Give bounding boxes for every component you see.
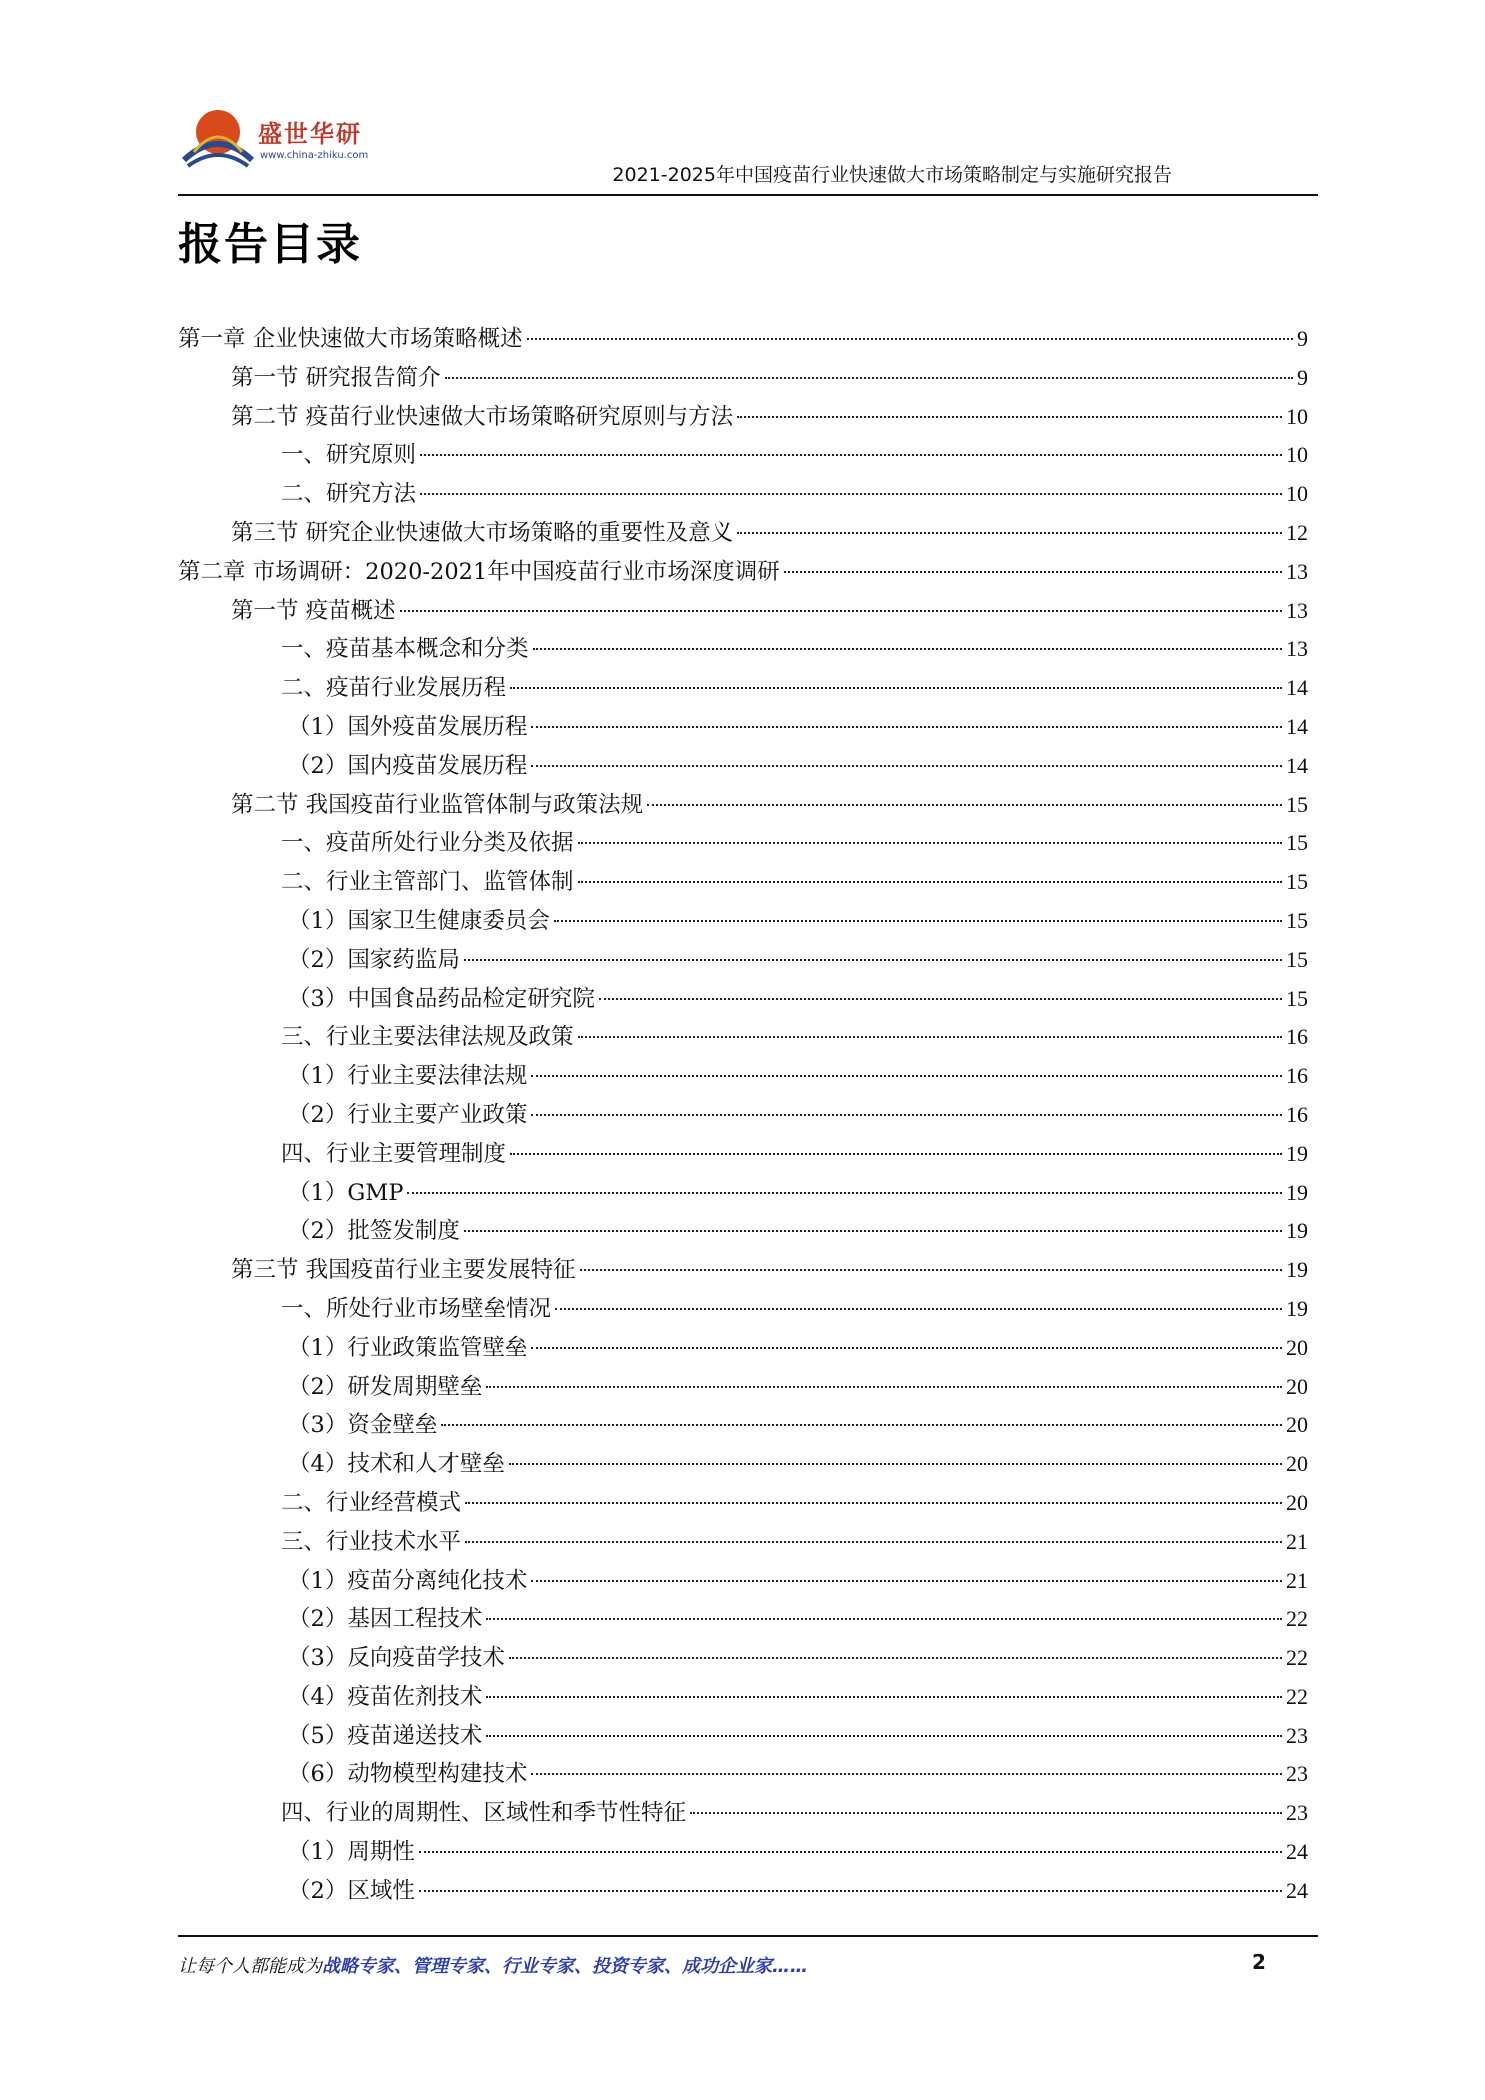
toc-entry-title: 第二节 疫苗行业快速做大市场策略研究原则与方法 [231, 403, 734, 430]
toc-entry-page: 19 [1286, 1295, 1308, 1321]
toc-leader-dots [580, 1269, 1282, 1271]
toc-entry-page: 9 [1297, 326, 1308, 351]
toc-entry-page: 15 [1286, 985, 1308, 1011]
toc-entry-title: 第一节 研究报告简介 [231, 364, 441, 391]
toc-entry[interactable] [178, 1445, 1308, 1484]
toc-entry[interactable] [178, 359, 1308, 398]
toc-leader-dots [578, 842, 1282, 844]
toc-entry-title: （2）国家药监局 [288, 946, 460, 973]
toc-leader-dots [441, 1424, 1282, 1426]
toc-entry-page: 21 [1286, 1528, 1308, 1554]
toc-entry-title: （1）行业主要法律法规 [288, 1063, 528, 1090]
toc-leader-dots [531, 1075, 1282, 1077]
toc-entry-page: 13 [1286, 558, 1308, 584]
toc-entry-page: 23 [1286, 1761, 1308, 1787]
toc-entry-page: 14 [1286, 752, 1308, 778]
toc-entry[interactable] [178, 1406, 1308, 1445]
toc-entry[interactable] [178, 475, 1308, 514]
toc-entry-title: （2）批签发制度 [288, 1218, 460, 1245]
toc-entry-title: 三、行业技术水平 [281, 1528, 462, 1555]
toc-entry[interactable] [178, 1290, 1308, 1329]
toc-leader-dots [486, 1735, 1282, 1737]
toc-leader-dots [555, 1308, 1282, 1310]
toc-leader-dots [464, 1230, 1282, 1232]
toc-entry-page: 10 [1286, 442, 1308, 468]
toc-entry[interactable] [178, 1018, 1308, 1057]
toc-entry-page: 14 [1286, 713, 1308, 739]
toc-entry[interactable] [178, 1523, 1308, 1562]
toc-entry-title: （3）反向疫苗学技术 [288, 1645, 505, 1672]
toc-leader-dots [578, 881, 1282, 883]
footer-slogan-emphasis: 战略专家、管理专家、行业专家、投资专家、成功企业家…… [322, 1956, 808, 1977]
toc-leader-dots [531, 765, 1282, 767]
toc-leader-dots [419, 1851, 1282, 1853]
footer-slogan-prefix: 让每个人都能成为 [178, 1956, 322, 1977]
toc-entry-title: 一、研究原则 [281, 442, 417, 469]
toc-leader-dots [578, 1036, 1282, 1038]
toc-entry-title: （1）疫苗分离纯化技术 [288, 1567, 528, 1594]
footer-divider [178, 1935, 1318, 1937]
toc-leader-dots [445, 377, 1293, 379]
toc-leader-dots [419, 1890, 1282, 1892]
toc-entry[interactable] [178, 1096, 1308, 1135]
toc-leader-dots [531, 1347, 1282, 1349]
toc-entry[interactable] [178, 553, 1308, 592]
toc-leader-dots [510, 1153, 1282, 1155]
toc-leader-dots [509, 1463, 1282, 1465]
toc-entry-title: （4）技术和人才壁垒 [288, 1451, 505, 1478]
toc-entry[interactable] [178, 1794, 1308, 1833]
toc-leader-dots [486, 1618, 1282, 1620]
toc-leader-dots [510, 687, 1282, 689]
toc-entry-page: 15 [1286, 791, 1308, 817]
toc-entry[interactable] [178, 1833, 1308, 1872]
toc-entry-page: 19 [1286, 1218, 1308, 1244]
toc-entry-page: 22 [1286, 1606, 1308, 1632]
toc-entry[interactable] [178, 1678, 1308, 1717]
toc-entry-title: （5）疫苗递送技术 [288, 1722, 483, 1749]
toc-entry-page: 20 [1286, 1489, 1308, 1515]
toc-entry[interactable] [178, 1174, 1308, 1213]
toc-entry-title: 一、疫苗基本概念和分类 [281, 636, 529, 663]
toc-entry-page: 15 [1286, 830, 1308, 856]
toc-entry-title: 第二章 市场调研：2020-2021年中国疫苗行业市场深度调研 [178, 558, 780, 585]
toc-entry[interactable] [178, 708, 1308, 747]
toc-leader-dots [533, 648, 1282, 650]
toc-entry[interactable] [178, 592, 1308, 631]
toc-entry-page: 15 [1286, 869, 1308, 895]
toc-entry-page: 9 [1297, 364, 1308, 390]
toc-leader-dots [420, 454, 1282, 456]
toc-entry[interactable] [178, 980, 1308, 1019]
toc-entry-page: 16 [1286, 1063, 1308, 1089]
toc-entry[interactable] [178, 1562, 1308, 1601]
toc-entry-page: 24 [1286, 1839, 1308, 1865]
toc-entry-page: 10 [1286, 481, 1308, 507]
logo-emblem-icon [178, 100, 258, 180]
toc-entry[interactable] [178, 1135, 1308, 1174]
toc-entry-title: （1）周期性 [288, 1839, 415, 1866]
toc-entry-page: 22 [1286, 1683, 1308, 1709]
toc-entry[interactable] [178, 1872, 1308, 1911]
toc-entry-page: 12 [1286, 519, 1308, 545]
toc-entry[interactable] [178, 320, 1308, 359]
toc-leader-dots [407, 1192, 1282, 1194]
toc-entry-title: （1）国家卫生健康委员会 [288, 907, 550, 934]
footer-slogan [178, 1952, 808, 1978]
toc-entry-page: 10 [1286, 403, 1308, 429]
toc-entry-page: 21 [1286, 1567, 1308, 1593]
toc-entry-title: （3）中国食品药品检定研究院 [288, 985, 595, 1012]
toc-entry-title: （2）研发周期壁垒 [288, 1373, 483, 1400]
toc-entry[interactable] [178, 824, 1308, 863]
toc-entry-page: 19 [1286, 1257, 1308, 1283]
toc-entry-title: （2）基因工程技术 [288, 1606, 483, 1633]
toc-entry-page: 16 [1286, 1024, 1308, 1050]
toc-entry[interactable] [178, 1212, 1308, 1251]
toc-entry-page: 14 [1286, 675, 1308, 701]
toc-entry-title: 二、行业主管部门、监管体制 [281, 869, 574, 896]
toc-entry-title: 四、行业的周期性、区域性和季节性特征 [281, 1800, 687, 1827]
toc-entry-title: 第二节 我国疫苗行业监管体制与政策法规 [231, 791, 644, 818]
toc-entry[interactable] [178, 669, 1308, 708]
toc-entry-title: （2）区域性 [288, 1877, 415, 1904]
toc-entry[interactable] [178, 630, 1308, 669]
toc-entry-page: 13 [1286, 597, 1308, 623]
toc-entry-title: 一、疫苗所处行业分类及依据 [281, 830, 574, 857]
toc-leader-dots [690, 1812, 1282, 1814]
logo-url: www.china-zhiku.com [260, 150, 369, 161]
toc-entry-title: （1）国外疫苗发展历程 [288, 713, 528, 740]
toc-entry[interactable] [178, 1755, 1308, 1794]
toc-entry-title: 二、行业经营模式 [281, 1489, 462, 1516]
toc-entry[interactable] [178, 436, 1308, 475]
toc-leader-dots [486, 1696, 1282, 1698]
toc-leader-dots [647, 804, 1282, 806]
toc-entry[interactable] [178, 1251, 1308, 1290]
toc-entry-page: 19 [1286, 1179, 1308, 1205]
toc-entry[interactable] [178, 1717, 1308, 1756]
toc-entry-page: 20 [1286, 1373, 1308, 1399]
toc-entry-title: 第一章 企业快速做大市场策略概述 [178, 326, 523, 352]
toc-entry[interactable] [178, 902, 1308, 941]
toc-leader-dots [464, 959, 1282, 961]
toc-entry[interactable] [178, 1368, 1308, 1407]
toc-entry-title: 三、行业主要法律法规及政策 [281, 1024, 574, 1051]
toc-entry-title: （1）行业政策监管壁垒 [288, 1334, 528, 1361]
toc-entry-title: 第一节 疫苗概述 [231, 597, 396, 624]
toc-leader-dots [531, 1114, 1282, 1116]
toc-entry-title: 一、所处行业市场壁垒情况 [281, 1295, 552, 1322]
toc-entry-title: （1）GMP [288, 1179, 404, 1206]
report-title: 2021-2025年中国疫苗行业快速做大市场策略制定与实施研究报告 [612, 164, 1172, 186]
toc-leader-dots [531, 1580, 1282, 1582]
toc-entry[interactable] [178, 747, 1308, 786]
toc-leader-dots [599, 998, 1282, 1000]
toc-entry-page: 15 [1286, 907, 1308, 933]
toc-entry-title: 二、研究方法 [281, 481, 417, 508]
toc-entry-page: 16 [1286, 1101, 1308, 1127]
toc-leader-dots [420, 493, 1282, 495]
toc-entry-title: （4）疫苗佐剂技术 [288, 1683, 483, 1710]
toc-entry[interactable] [178, 514, 1308, 553]
toc-entry-page: 20 [1286, 1451, 1308, 1477]
toc-leader-dots [554, 920, 1282, 922]
company-logo [178, 100, 378, 180]
header-divider [178, 194, 1318, 196]
toc-leader-dots [486, 1386, 1282, 1388]
toc-heading: 报告目录 [178, 219, 362, 270]
toc-leader-dots [737, 532, 1282, 534]
toc-entry-page: 22 [1286, 1645, 1308, 1671]
toc-leader-dots [527, 338, 1293, 340]
toc-entry-title: 四、行业主要管理制度 [281, 1140, 507, 1167]
toc-leader-dots [737, 416, 1282, 418]
toc-entry-title: 二、疫苗行业发展历程 [281, 675, 507, 702]
toc-entry-page: 20 [1286, 1334, 1308, 1360]
toc-entry-page: 19 [1286, 1140, 1308, 1166]
toc-entry[interactable] [178, 786, 1308, 825]
toc-entry[interactable] [178, 941, 1308, 980]
toc-leader-dots [400, 610, 1282, 612]
toc-entry[interactable] [178, 863, 1308, 902]
toc-entry[interactable] [178, 398, 1308, 437]
toc-entry-title: （3）资金壁垒 [288, 1412, 438, 1439]
toc-entry-title: （2）国内疫苗发展历程 [288, 752, 528, 779]
toc-entry-title: 第三节 研究企业快速做大市场策略的重要性及意义 [231, 519, 734, 546]
page-header [0, 0, 1485, 200]
toc-entry-page: 13 [1286, 636, 1308, 662]
toc-entry-page: 23 [1286, 1800, 1308, 1826]
toc-leader-dots [465, 1541, 1282, 1543]
table-of-contents [178, 320, 1308, 1911]
toc-entry-title: （2）行业主要产业政策 [288, 1101, 528, 1128]
page-number: 2 [1252, 1950, 1266, 1974]
toc-entry-title: （6）动物模型构建技术 [288, 1761, 528, 1788]
toc-entry-page: 20 [1286, 1412, 1308, 1438]
toc-entry-page: 23 [1286, 1722, 1308, 1748]
toc-leader-dots [509, 1657, 1282, 1659]
toc-entry-page: 24 [1286, 1877, 1308, 1903]
logo-text: 盛世华研 [258, 120, 362, 148]
toc-leader-dots [784, 571, 1282, 573]
toc-entry[interactable] [178, 1639, 1308, 1678]
toc-entry[interactable] [178, 1484, 1308, 1523]
toc-entry-page: 15 [1286, 946, 1308, 972]
toc-entry[interactable] [178, 1329, 1308, 1368]
toc-leader-dots [531, 726, 1282, 728]
toc-entry[interactable] [178, 1600, 1308, 1639]
toc-entry-title: 第三节 我国疫苗行业主要发展特征 [231, 1257, 576, 1284]
toc-leader-dots [531, 1773, 1282, 1775]
toc-entry[interactable] [178, 1057, 1308, 1096]
toc-leader-dots [465, 1502, 1282, 1504]
